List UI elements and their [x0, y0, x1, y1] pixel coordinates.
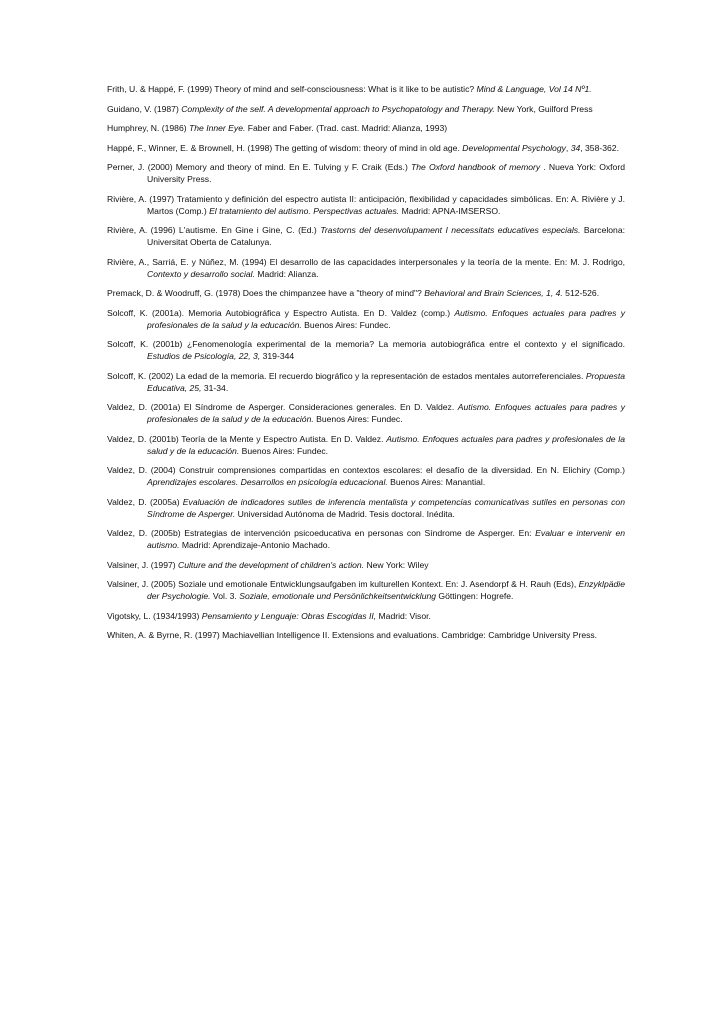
reference-italic-text: Behavioral and Brain Sciences, 1, 4.	[424, 288, 563, 298]
reference-entry	[107, 83, 625, 95]
reference-italic-text: The Oxford handbook of memory	[410, 162, 541, 172]
reference-text: Buenos Aires: Fundec.	[239, 445, 329, 456]
reference-entry	[107, 122, 625, 134]
reference-text: Perner, J. (2000) Memory and theory of mind. En E. Tulving y F. Craik (Eds.)	[107, 162, 411, 172]
reference-text: Vigotsky, L. (1934/1993)	[107, 610, 202, 621]
reference-text: Solcoff, K. (2001a). Memoria Autobiográfica y Espectro Autista. En D. Valdez (comp.)	[107, 307, 455, 318]
reference-text: Vol. 3.	[210, 591, 240, 601]
reference-italic-text: 34	[570, 142, 581, 153]
reference-italic-text: Complexity of the self. A developmental approach to Psychopatology and Therapy.	[181, 103, 495, 114]
reference-entry	[107, 224, 625, 248]
reference-text: Rivière, A., Sarriá, E. y Núñez, M. (1994) El desarrollo de las capacidades interpersonales y la teoría de la mente. En: M. J. Rodrigo,	[107, 256, 625, 267]
reference-entry	[107, 578, 625, 602]
reference-text: , 358-362.	[580, 142, 619, 153]
reference-text: Premack, D. & Woodruff, G. (1978) Does the chimpanzee have a "theory of mind"?	[107, 288, 425, 298]
reference-text: Buenos Aires: Fundec.	[313, 414, 403, 424]
reference-text: 31-34.	[201, 382, 229, 393]
reference-italic-text: Pensamiento y Lenguaje: Obras Escogidas II,	[201, 610, 377, 621]
reference-text: Guidano, V. (1987)	[107, 103, 182, 114]
reference-entry	[107, 559, 625, 571]
reference-entry	[107, 496, 625, 520]
reference-text: Madrid: Aprendizaje-Antonio Machado.	[179, 540, 330, 550]
reference-text: Barcelona: Universitat Oberta de Catalunya.	[147, 225, 625, 247]
reference-entry	[107, 161, 625, 185]
reference-text: Valdez, D. (2001b) Teoría de la Mente y Espectro Autista. En D. Valdez.	[107, 433, 387, 444]
reference-list	[107, 83, 625, 649]
reference-entry	[107, 401, 625, 425]
reference-entry	[107, 610, 625, 622]
reference-entry	[107, 527, 625, 551]
reference-italic-text: Mind & Language, Vol 14 Nº1.	[476, 84, 592, 94]
reference-entry	[107, 433, 625, 457]
reference-text: Göttingen: Hogrefe.	[436, 591, 514, 601]
reference-italic-text: Contexto y desarrollo social.	[147, 268, 255, 279]
reference-text: Solcoff, K. (2002) La edad de la memoria. El recuerdo biográfico y la representación de estados mentales autorreferenciales.	[107, 370, 586, 381]
reference-text: Buenos Aires: Fundec.	[301, 319, 391, 330]
reference-text: Solcoff, K. (2001b) ¿Fenomenología experimental de la memoria? La memoria autobiográfica entre el contexto y el significado.	[107, 339, 625, 349]
reference-entry	[107, 142, 625, 154]
reference-italic-text: The Inner Eye.	[189, 123, 246, 133]
reference-text: ,	[565, 142, 571, 153]
reference-text: Valdez, D. (2005b) Estrategias de intervención psicoeducativa en personas con Síndrome de Asperger. En:	[107, 528, 536, 538]
reference-italic-text: Aprendizajes escolares. Desarrollos en psicología educacional.	[147, 477, 388, 487]
reference-italic-text: Autismo. Enfoques actuales para padres y profesionales de la salud y la educación.	[147, 307, 625, 330]
reference-text: Madrid: APNA-IMSERSO.	[399, 205, 501, 216]
reference-entry	[107, 287, 625, 299]
reference-italic-text: El tratamiento del autismo. Perspectivas actuales.	[209, 205, 400, 216]
reference-text: Rivière, A. (1997) Tratamiento y definición del espectro autista II: anticipación, flexibilidad y capacidades simbólicas. En: A. Rivière y J. Martos (Comp.)	[107, 193, 625, 216]
reference-entry	[107, 464, 625, 488]
reference-text: 319-344	[260, 351, 295, 361]
reference-text: New York: Wiley	[364, 559, 429, 570]
reference-entry	[107, 103, 625, 115]
reference-text: New York, Guilford Press	[494, 103, 593, 114]
reference-italic-text: Trastorns del desenvolupament I necessitats educatives especials.	[320, 225, 581, 235]
reference-italic-text: Developmental Psychology	[462, 142, 566, 153]
reference-text: Humphrey, N. (1986)	[107, 123, 189, 133]
reference-text: Madrid: Visor.	[376, 610, 431, 621]
reference-entry	[107, 193, 625, 217]
reference-italic-text: Estudios de Psicología, 22, 3,	[147, 351, 261, 361]
reference-entry	[107, 256, 625, 280]
reference-text: . Nueva York: Oxford University Press.	[147, 162, 625, 184]
reference-italic-text: Autismo. Enfoques actuales para padres y profesionales de la salud y de la educación.	[147, 433, 625, 456]
reference-text: Madrid: Alianza.	[254, 268, 319, 279]
reference-italic-text: Propuesta Educativa, 25,	[147, 370, 625, 393]
reference-entry	[107, 307, 625, 331]
reference-text: Happé, F., Winner, E. & Brownell, H. (1998) The getting of wisdom: theory of mind in old age.	[107, 142, 463, 153]
reference-italic-text: Enzyklpädie der Psychologie.	[147, 579, 625, 601]
reference-text: Frith, U. & Happé, F. (1999) Theory of mind and self-consciousness: What is it like to be autistic?	[107, 84, 477, 94]
reference-text: Valsiner, J. (2005) Soziale und emotionale Entwicklungsaufgaben im kulturellen Kontext. En: J. Asendorpf & H. Rauh (Eds),	[107, 579, 579, 589]
reference-text: Valdez, D. (2005a)	[107, 496, 183, 507]
reference-italic-text: Autismo. Enfoques actuales para padres y profesionales de la salud y de la educación.	[147, 402, 625, 424]
reference-text: Buenos Aires: Manantial.	[387, 477, 486, 487]
reference-text: Faber and Faber. (Trad. cast. Madrid: Alianza, 1993)	[245, 123, 448, 133]
reference-text: Valdez, D. (2001a) El Síndrome de Asperger. Consideraciones generales. En D. Valdez.	[107, 402, 458, 412]
reference-text: Whiten, A. & Byrne, R. (1997) Machiavellian Intelligence II. Extensions and evaluations. Cambridge: Cambridge University Press.	[107, 630, 598, 640]
reference-italic-text: Evaluar e intervenir en autismo.	[147, 528, 626, 550]
reference-text: Valdez, D. (2004) Construir comprensiones compartidas en contextos escolares: el desafío de la diversidad. En N. Elichiry (Comp.)	[107, 465, 625, 475]
reference-italic-text: Culture and the development of children's action.	[178, 559, 365, 570]
reference-entry	[107, 629, 625, 641]
reference-entry	[107, 338, 625, 362]
reference-entry	[107, 370, 625, 394]
reference-text: Rivière, A. (1996) L'autisme. En Gine i Gine, C. (Ed.)	[107, 225, 321, 235]
reference-text: 512-526.	[562, 288, 600, 298]
reference-text: Valsiner, J. (1997)	[107, 559, 179, 570]
reference-text: Universidad Autónoma de Madrid. Tesis doctoral. Inédita.	[235, 508, 455, 519]
reference-italic-text: Soziale, emotionale und Persönlichkeitsentwicklung	[239, 591, 437, 601]
reference-italic-text: Evaluación de indicadores sutiles de inferencia mentalista y competencias comunicativas sutiles en personas con Síndrome de Asperger.	[147, 496, 625, 519]
